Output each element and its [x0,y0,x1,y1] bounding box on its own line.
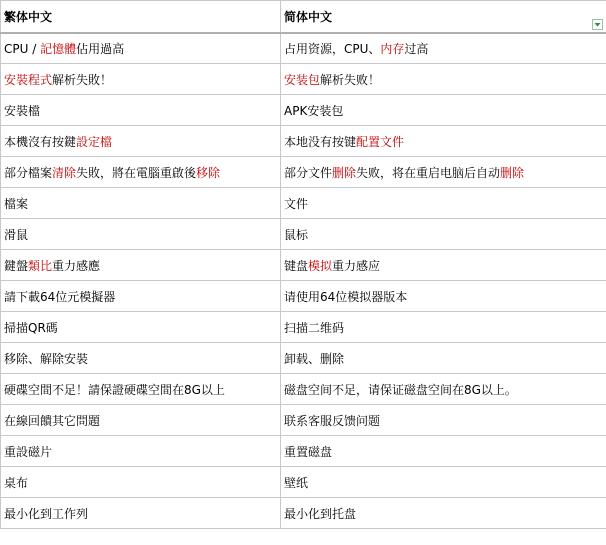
table-row [1,436,606,467]
cell-text: 最小化到工作列 [4,506,89,521]
cell-traditional[interactable] [1,188,281,219]
cell-traditional[interactable] [1,405,281,436]
table-row [1,374,606,405]
cell-text: 鍵盤 [4,258,29,273]
cell-simplified[interactable] [281,64,606,95]
cell-text: 失败，将在重启电脑后自动 [356,165,501,180]
table-row [1,467,606,498]
cell-simplified[interactable] [281,188,606,219]
table-row [1,405,606,436]
cell-traditional[interactable] [1,95,281,126]
cell-text: 扫描二维码 [284,320,345,335]
table-row [1,33,606,64]
cell-traditional[interactable] [1,374,281,405]
highlighted-term: 删除 [500,165,525,180]
cell-text: 部分文件 [284,165,333,180]
cell-text: 占用资源，CPU、 [284,41,381,56]
cell-text: 掃描QR碼 [4,320,58,335]
header-label-traditional: 繁体中文 [4,9,53,24]
table-row [1,312,606,343]
cell-text: 请使用64位模拟器版本 [284,289,408,304]
cell-simplified[interactable] [281,95,606,126]
cell-simplified[interactable] [281,374,606,405]
cell-text: 磁盘空间不足，请保证磁盘空间在8G以上。 [284,382,517,397]
cell-text: 佔用過高 [76,41,125,56]
cell-traditional[interactable] [1,126,281,157]
highlighted-term: 安装包 [284,72,321,87]
cell-simplified[interactable] [281,33,606,64]
cell-text: 解析失败！ [320,72,381,87]
header-row [1,1,606,33]
table-row [1,188,606,219]
highlighted-term: 設定檔 [76,134,113,149]
cell-text: 重置磁盘 [284,444,333,459]
table-row [1,157,606,188]
cell-text: 键盘 [284,258,309,273]
cell-text: 重力感应 [332,258,381,273]
cell-traditional[interactable] [1,498,281,529]
cell-text: APK安装包 [284,103,344,118]
cell-simplified[interactable] [281,312,606,343]
cell-traditional[interactable] [1,250,281,281]
cell-traditional[interactable] [1,436,281,467]
header-label-simplified: 简体中文 [284,9,333,24]
highlighted-term: 内存 [380,41,405,56]
header-cell-traditional[interactable] [1,1,281,33]
cell-text: 本地没有按键 [284,134,357,149]
cell-text: 移除、解除安裝 [4,351,89,366]
cell-text: 重力感應 [52,258,101,273]
cell-simplified[interactable] [281,281,606,312]
header-cell-simplified[interactable] [281,1,606,33]
cell-simplified[interactable] [281,157,606,188]
cell-text: 联系客服反馈问题 [284,413,381,428]
cell-traditional[interactable] [1,312,281,343]
table-row [1,95,606,126]
highlighted-term: 配置文件 [356,134,405,149]
cell-text: 硬碟空間不足！請保證硬碟空間在8G以上 [4,382,225,397]
cell-simplified[interactable] [281,467,606,498]
cell-text: 最小化到托盘 [284,506,357,521]
cell-simplified[interactable] [281,219,606,250]
cell-traditional[interactable] [1,157,281,188]
cell-text: 在線回饋其它問題 [4,413,101,428]
highlighted-term: 移除 [196,165,221,180]
cell-simplified[interactable] [281,126,606,157]
cell-text: 安裝檔 [4,103,41,118]
highlighted-term: 安裝程式 [4,72,53,87]
cell-traditional[interactable] [1,33,281,64]
table-row [1,498,606,529]
cell-traditional[interactable] [1,467,281,498]
cell-text: 本機沒有按鍵 [4,134,77,149]
highlighted-term: 模拟 [308,258,333,273]
cell-simplified[interactable] [281,343,606,374]
cell-text: 壁纸 [284,475,309,490]
cell-simplified[interactable] [281,436,606,467]
table-row [1,250,606,281]
highlighted-term: 類比 [28,258,53,273]
cell-text: 檔案 [4,196,29,211]
cell-text: 鼠标 [284,227,309,242]
highlighted-term: 删除 [332,165,357,180]
cell-text: 解析失敗！ [52,72,113,87]
cell-text: 过高 [404,41,429,56]
cell-text: 部分檔案 [4,165,53,180]
cell-traditional[interactable] [1,281,281,312]
table-row [1,126,606,157]
table-row [1,343,606,374]
cell-traditional[interactable] [1,64,281,95]
cell-text: 請下載64位元模擬器 [4,289,116,304]
cell-text: CPU / [4,41,41,56]
cell-traditional[interactable] [1,219,281,250]
cell-simplified[interactable] [281,250,606,281]
table-row [1,281,606,312]
cell-simplified[interactable] [281,405,606,436]
cell-text: 文件 [284,196,309,211]
highlighted-term: 清除 [52,165,77,180]
filter-dropdown-button[interactable] [592,19,603,30]
cell-text: 重設磁片 [4,444,53,459]
dropdown-arrow-icon [593,20,602,29]
cell-text: 滑鼠 [4,227,29,242]
cell-text: 卸载、删除 [284,351,345,366]
table-row [1,64,606,95]
cell-traditional[interactable] [1,343,281,374]
table-body [1,33,606,529]
table-row [1,219,606,250]
cell-simplified[interactable] [281,498,606,529]
highlighted-term: 記憶體 [40,41,77,56]
cell-text: 失敗，將在電腦重啟後 [76,165,197,180]
cell-text: 桌布 [4,475,29,490]
